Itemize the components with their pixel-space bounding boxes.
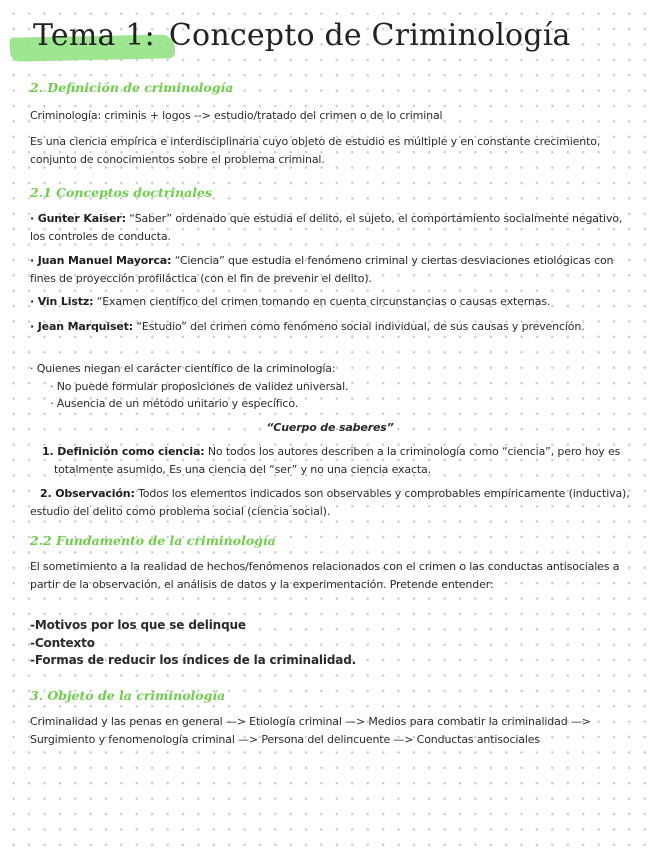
section-heading: 2. Definición de criminología	[30, 80, 234, 95]
cuerpo-label: “Cuerpo de saberes”	[266, 421, 394, 434]
definition-paragraph: Es una ciencia empírica e interdisciplinaria cuyo objeto de estudio es múltiple y en constante crecimiento, conjunto de conocimientos sobre el problema criminal.	[30, 135, 601, 166]
reason-item: · No puede formular proposiciones de validez universal.	[50, 379, 349, 393]
title-prefix: Tema 1:	[33, 18, 155, 53]
section-definicion	[30, 80, 630, 95]
numbered-item	[30, 485, 630, 520]
section-heading: 2.1 Conceptos doctrinales	[30, 185, 213, 200]
section-objeto	[30, 688, 630, 703]
fundamento-paragraph: El sometimiento a la realidad de hechos/fenómenos relacionados con el crimen o las conductas antisociales a partir de la observación, el análisis de datos y la experimentación. Pretende entender:	[30, 560, 620, 591]
item-text: Todos los elementos indicados son observables y comprobables empíricamente (inductiva), estudio del delito como problema social (ciencia social).	[30, 487, 630, 518]
item-label: 2. Observación:	[40, 487, 135, 500]
section-conceptos	[30, 185, 630, 200]
author-paragraph	[30, 318, 630, 336]
author-definition: “Estudio” del crimen como fenómeno social individual, de sus causas y prevención.	[133, 320, 585, 333]
author-name: · Vin Listz:	[30, 295, 94, 308]
section-heading: 2.2 Fundamento de la criminología	[30, 533, 276, 548]
cuerpo-block	[30, 419, 630, 437]
author-definition: “Examen científico del crimen tomando en cuenta circunstancias o causas externas.	[93, 295, 551, 308]
author-name: · Jean Marquiset:	[30, 320, 134, 333]
definition-block	[30, 133, 630, 168]
author-name: · Gunter Kaiser:	[30, 212, 126, 225]
fundamento-item: -Contexto	[30, 635, 95, 650]
etymology-line: Criminología: criminis + logos --> estudio/tratado del crimen o de lo criminal	[30, 109, 443, 122]
section-fundamento	[30, 533, 630, 548]
etymology-block	[30, 107, 630, 125]
author-definition: “Ciencia” que estudia el fenómeno criminal y ciertas desviaciones etiológicas con fines de proyección profiláctica (con el fin de prevenir el delito).	[30, 254, 614, 285]
numbered-paragraph	[30, 443, 630, 478]
section-heading: 3. Objeto de la criminología	[30, 688, 226, 703]
niegan-block	[30, 360, 630, 413]
reason-item: · Ausencia de un método unitario y específico.	[50, 397, 299, 410]
author-paragraph	[30, 293, 630, 311]
author-entry	[30, 252, 630, 287]
author-entry	[30, 210, 630, 245]
fundamento-item: -Formas de reducir los índices de la criminalidad.	[30, 653, 357, 667]
page-title	[33, 18, 571, 53]
title-area	[0, 14, 655, 66]
niegan-line: · Quienes niegan el carácter científico de la criminología:	[30, 362, 336, 375]
author-definition: “Saber” ordenado que estudia el delito, el sujeto, el comportamiento socialmente negativo, los controles de conducta.	[30, 212, 623, 243]
fundamento-list	[30, 617, 630, 670]
objeto-paragraph: Criminalidad y las penas en general —> Etiología criminal —> Medios para combatir la criminalidad —> Surgimiento y fenomenología criminal —> Persona del delincuente —> Conductas antisociales	[30, 715, 591, 746]
author-name: · Juan Manuel Mayorca:	[30, 254, 172, 267]
author-entry	[30, 318, 630, 336]
author-paragraph	[30, 252, 630, 287]
author-paragraph	[30, 210, 630, 245]
numbered-paragraph	[30, 485, 630, 520]
item-text: No todos los autores describen a la criminología como “ciencia”, pero hoy es totalmente asumido, Es una ciencia del “ser” y no una ciencia exacta.	[54, 445, 621, 476]
fundamento-item: -Motivos por los que se delinque	[30, 618, 246, 632]
objeto-block	[30, 713, 630, 748]
author-entry	[30, 293, 630, 311]
item-label: 1. Definición como ciencia:	[42, 445, 205, 458]
fundamento-block	[30, 558, 630, 593]
title-main: Concepto de Criminología	[168, 18, 571, 53]
numbered-item	[30, 443, 630, 478]
